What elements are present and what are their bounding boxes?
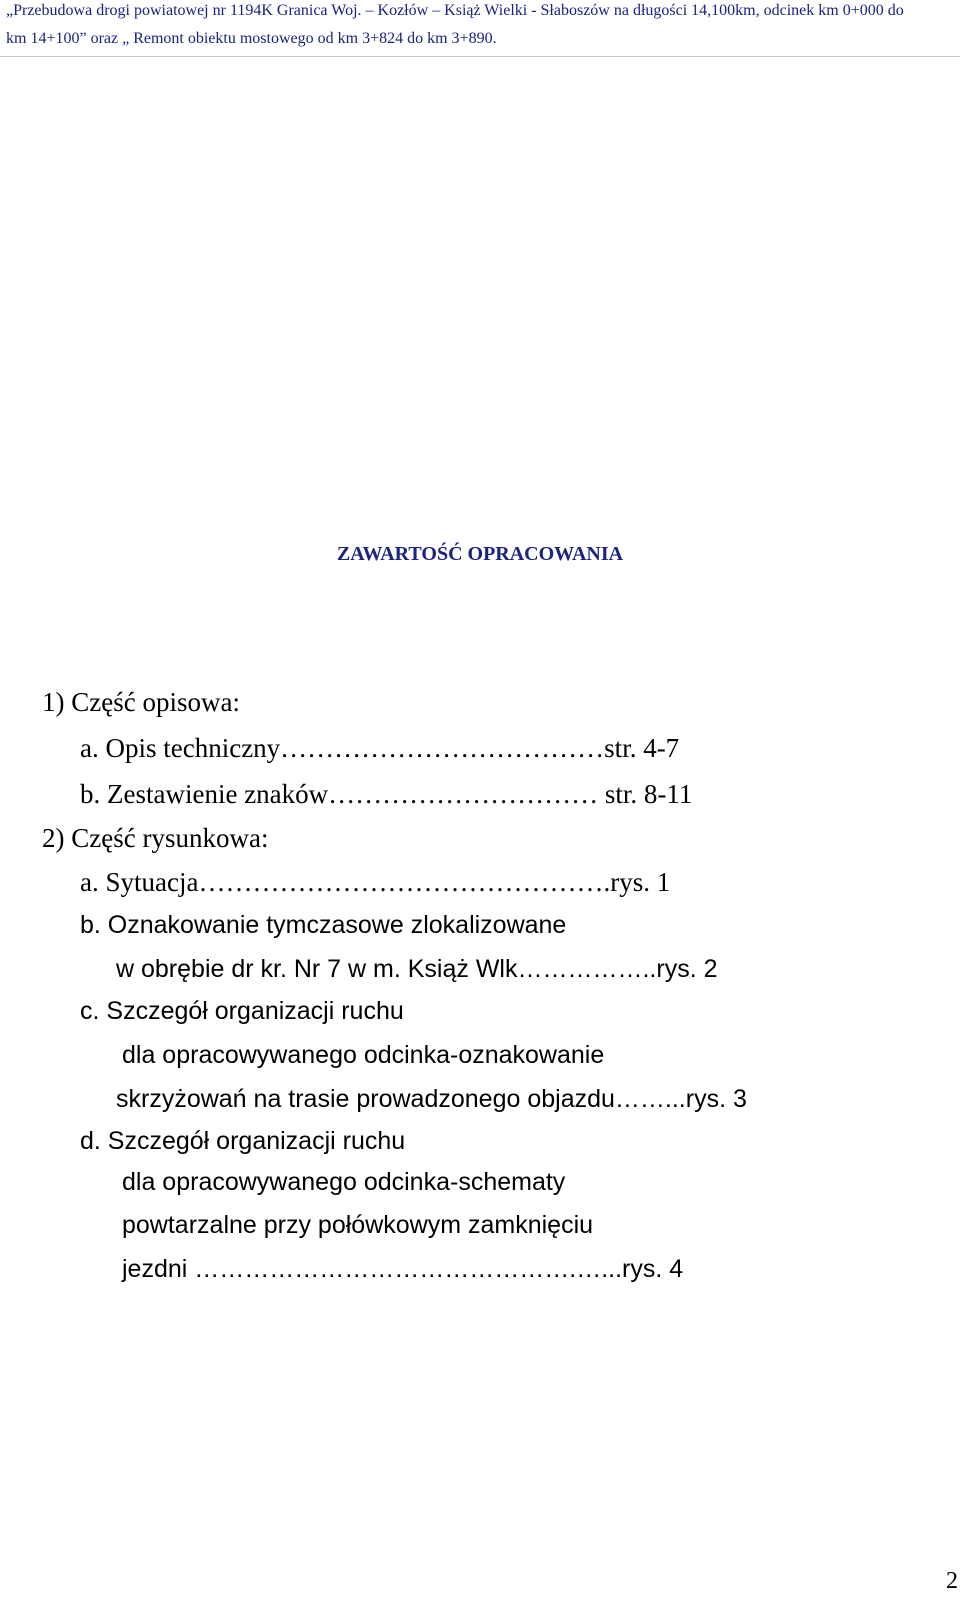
toc-item-c-szczegol-cont-2: skrzyżowań na trasie prowadzonego objazdu……...rys. 3 [116,1085,747,1113]
header-line-2: km 14+100” oraz „ Remont obiektu mostowego od km 3+824 do km 3+890. [6,30,497,47]
toc-part-2-heading: 2) Część rysunkowa: [42,823,269,853]
toc-item-b-oznakowanie: b. Oznakowanie tymczasowe zlokalizowane [80,911,567,939]
toc-item-a-opis: a. Opis techniczny………………………………str. 4-7 [80,733,680,763]
page-number: 2 [946,1568,958,1594]
header-divider [0,56,960,57]
toc-item-c-szczegol: c. Szczegół organizacji ruchu [80,997,404,1025]
toc-item-d-szczegol-cont-2: powtarzalne przy połówkowym zamknięciu [122,1211,594,1239]
toc-item-b-oznakowanie-cont: w obrębie dr kr. Nr 7 w m. Książ Wlk……………..rys. 2 [116,955,718,983]
toc-item-a-sytuacja: a. Sytuacja……………………………………….rys. 1 [80,867,671,897]
toc-part-1-heading: 1) Część opisowa: [42,687,240,717]
toc-item-d-szczegol-cont-3: jezdni ……………………………………….…...rys. 4 [122,1255,684,1283]
toc-item-d-szczegol: d. Szczegół organizacji ruchu [80,1127,406,1155]
toc-item-d-szczegol-cont-1: dla opracowywanego odcinka-schematy [122,1168,566,1196]
document-title: ZAWARTOŚĆ OPRACOWANIA [336,543,624,565]
toc-item-c-szczegol-cont-1: dla opracowywanego odcinka-oznakowanie [122,1041,605,1069]
header-line-1: „Przebudowa drogi powiatowej nr 1194K Granica Woj. – Kozłów – Książ Wielki - Słaboszów na długości 14,100km, odcinek km 0+000 do [6,2,904,19]
toc-item-b-zestawienie: b. Zestawienie znaków………………………… str. 8-11 [80,779,693,809]
